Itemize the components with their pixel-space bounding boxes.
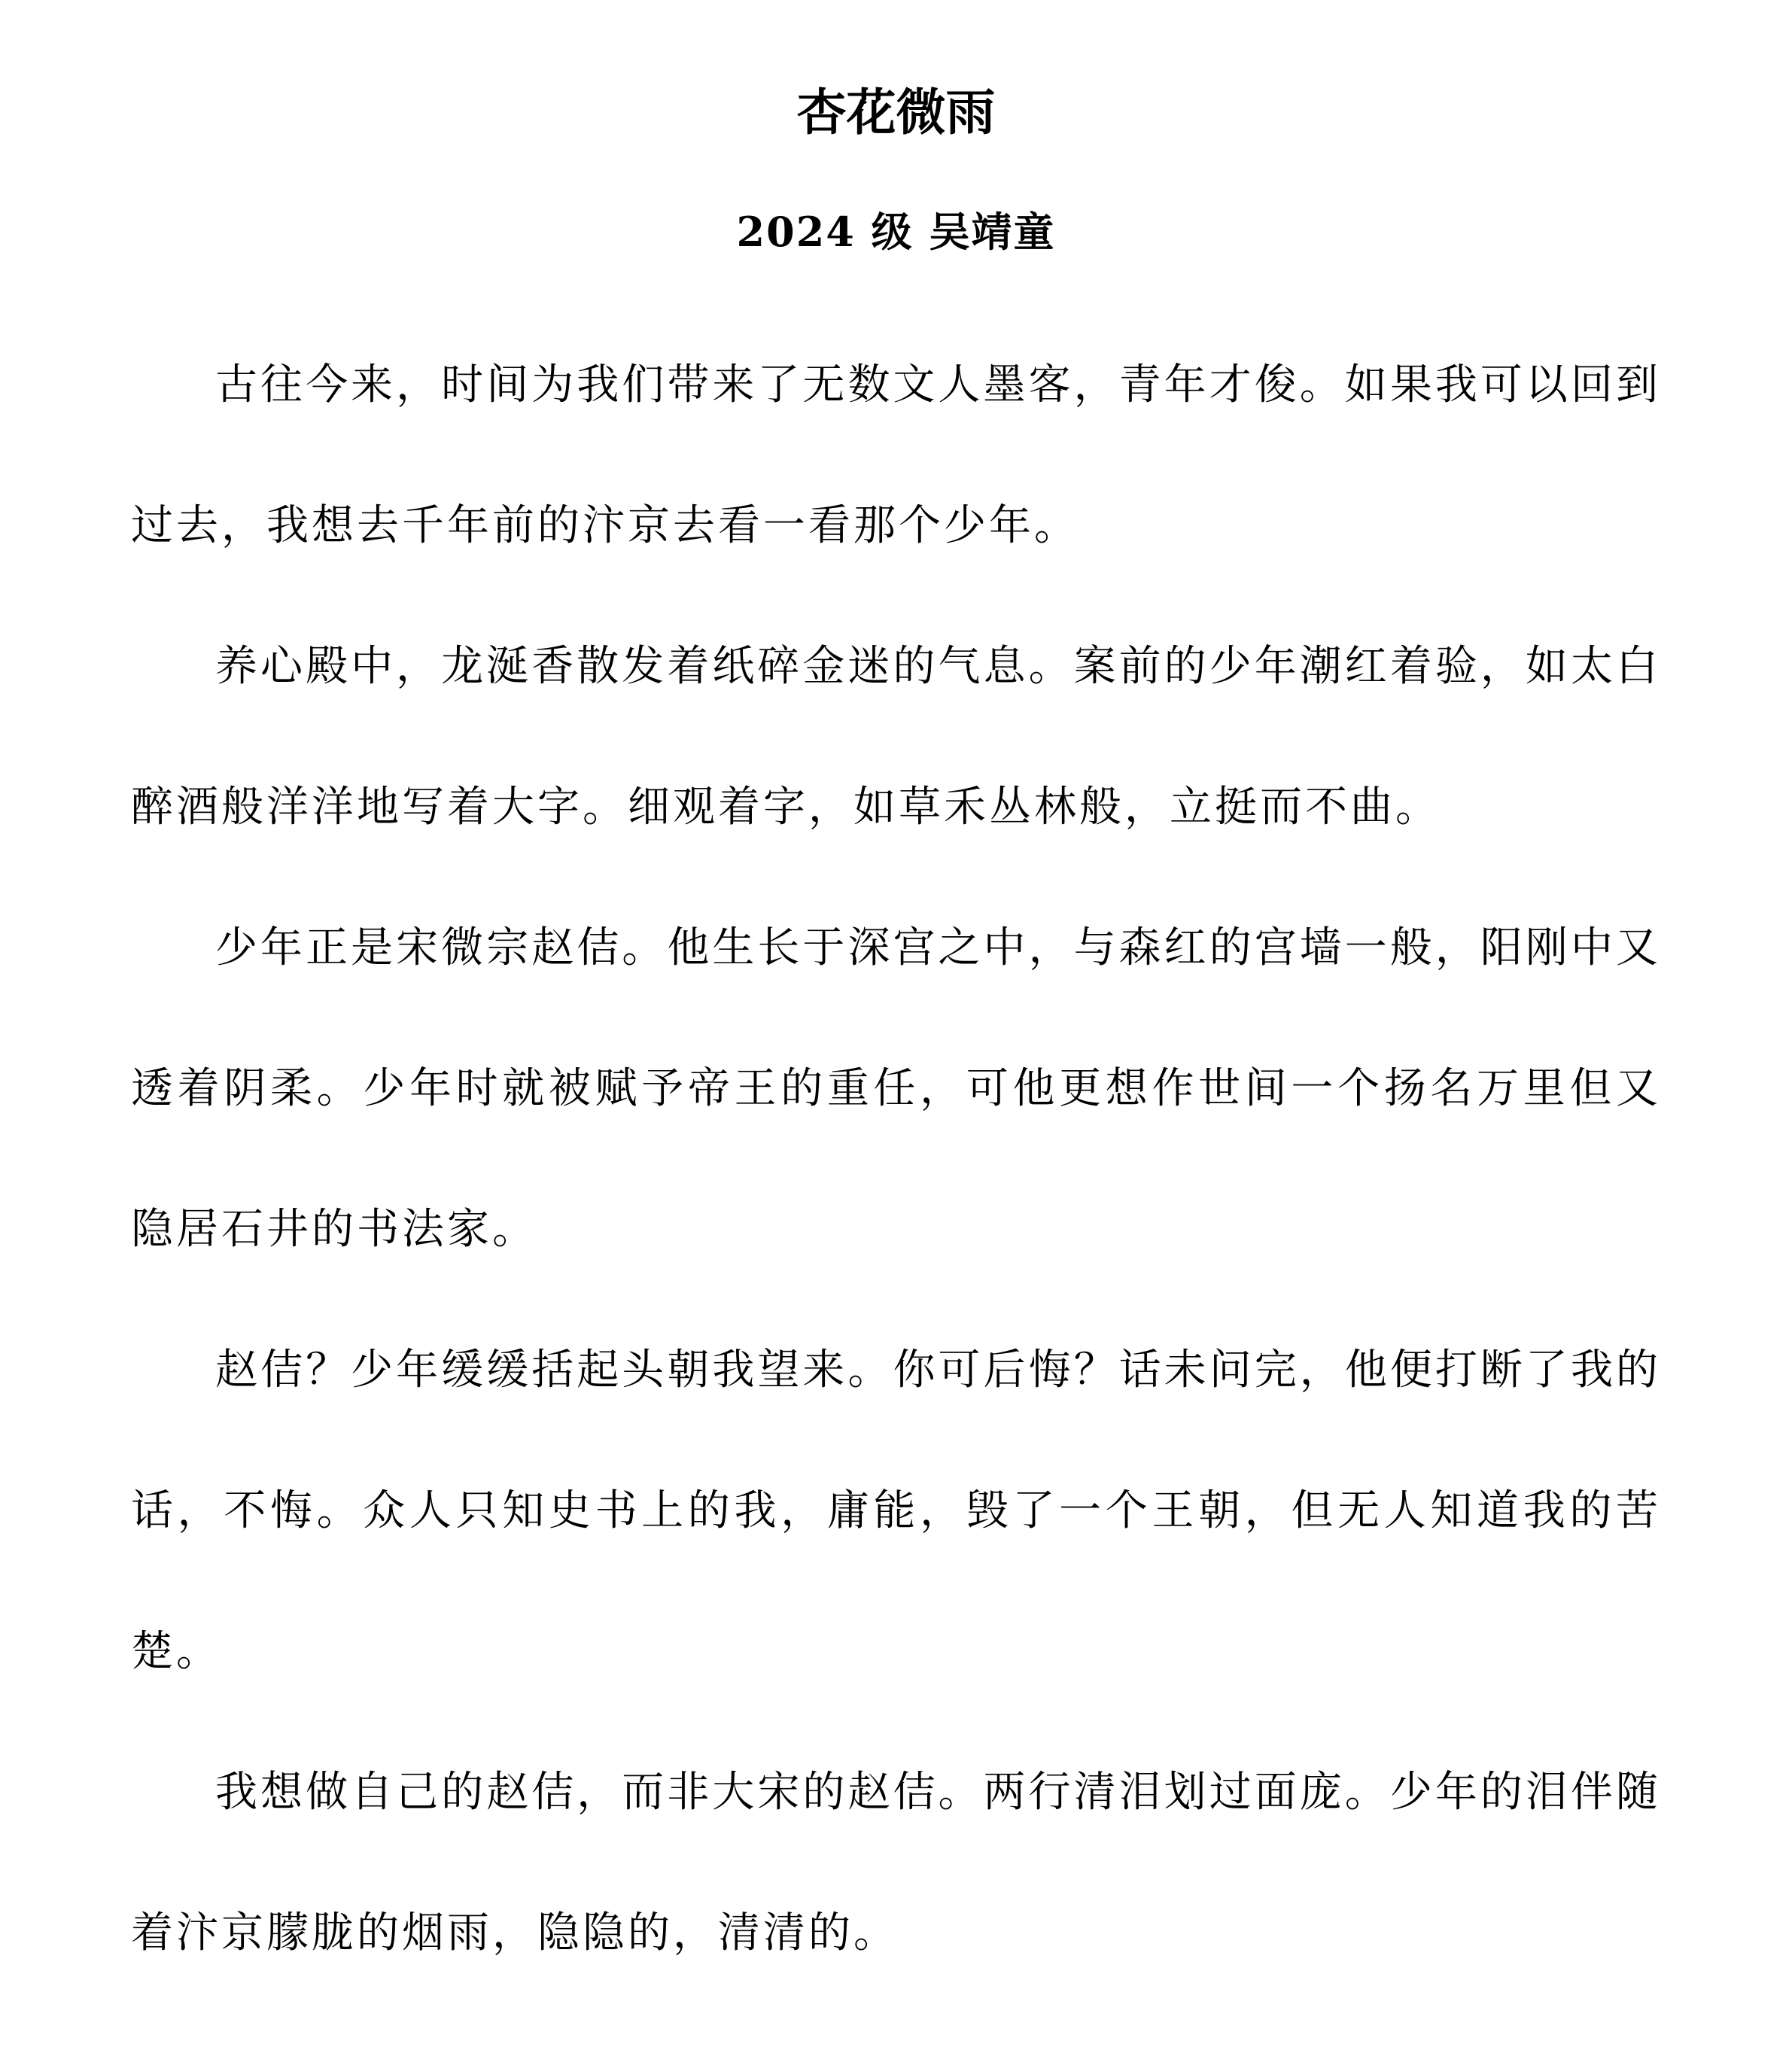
document-body xyxy=(131,315,1661,2003)
document-title: 杏花微雨 xyxy=(796,84,996,141)
paragraph-5: 我想做自己的赵佶，而非大宋的赵佶。两行清泪划过面庞。少年的泪伴随着汴京朦胧的烟雨，隐隐的，清清的。 xyxy=(131,1768,1661,1957)
paragraph-2: 养心殿中，龙涎香散发着纸碎金迷的气息。案前的少年潮红着验，如太白醉酒般洋洋地写着大字。细观着字，如草禾丛林般，立挺而不曲。 xyxy=(131,642,1661,832)
author-byline: 2024 级 吴靖童 xyxy=(736,208,1056,256)
paragraph-1: 古往今来，时间为我们带来了无数文人墨客，青年才俊。如果我可以回到过去，我想去千年前的汴京去看一看那个少年。 xyxy=(131,360,1661,550)
paragraph-4: 赵佶？少年缓缓括起头朝我望来。你可后悔？话未问完，他便打断了我的话，不悔。众人只知史书上的我，庸能，毁了一个王朝，但无人知道我的苦楚。 xyxy=(131,1346,1661,1676)
paragraph-3: 少年正是宋微宗赵佶。他生长于深宫之中，与森红的宫墙一般，阳刚中又透着阴柔。少年时就被赋予帝王的重任，可他更想作世间一个扬名万里但又隐居石井的书法家。 xyxy=(131,923,1661,1254)
